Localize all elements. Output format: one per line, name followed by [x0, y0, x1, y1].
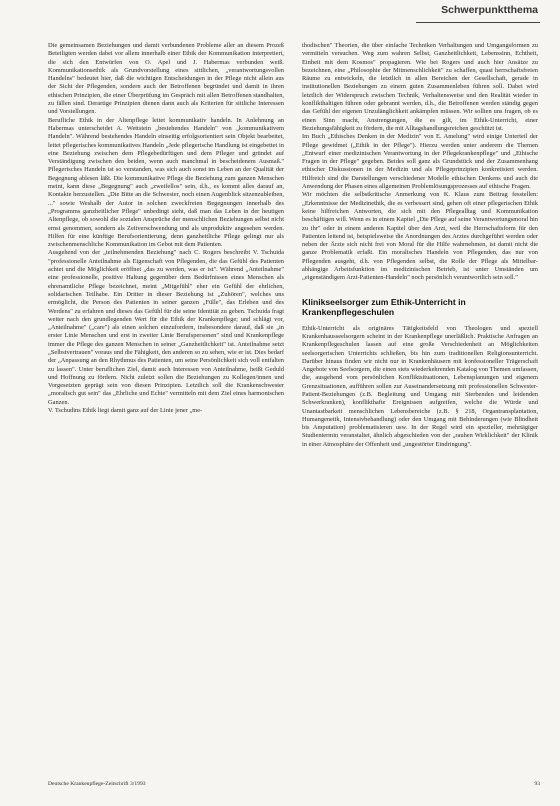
paragraph: Ausgehend von der „teilnehmenden Beziehung" nach C. Rogers beschreibt V. Tschuida "professionelle Anteilnahme als Eigenschaft von Pflegenden, die das Gefühl des Patienten achtet und die Möglichkeit eröffnet „das zu werden, was er ist". Während „Anteilnahme" eine professionelle, positive Haltung gegenüber dem Bedürfnissen eines Menschen als ehrenamtliche Pflege bezeichnet, meint „Mitgefühl" eher ein Gefühl der ehrlichen, solidarischen Teilhabe. Ein Dritter in dieser Beziehung ist „Zuhören", welches uns ermöglicht, die Person des Patienten in seiner ganzen „Fülle", das Erleben und des Werdens" zu erfahren und dieses das Gefühl für die seine Identität zu geben. Tschuida fragt weiter nach den grundlegenden Wert für die Ethik der Krankenpflege; und schlägt vor, „Anteilnahme" („care") als einen solchen einzufordern, insbesondere darauf, daß sie „in erster Linie Menschen und erst in zweiter Linie Berufspersonen" sind und Krankenpflege immer die Pflege des ganzen Menschen in seiner „Ganzheitlichkeit" ist. Anteilnahme setzt „Selbstvertrauen" voraus und die Fähigkeit, den anderen so zu sehen, wie er ist. Dies bedarf der „Anpassung an den Rhythmus des Patienten, um seine Persönlichkeit sich voll entfalten zu lassen". Unter beruflichen Ziel, damit auch Interessen von Anteilnahme, heißt Geduld und Hoffnung zu fördern. Nicht zuletzt sollen die Beziehungen zu Kollegen/innen und Vorgesetzten geprägt sein von diesen Prinzipien. Letztlich soll die Krankenschwester „moralisch gut sein" das „Ehrliche und Echte" vermitteln mit dem Ziel eines harmonischen Ganzen. [48, 249, 284, 406]
paragraph: Die gemeinsamen Beziehungen und damit verbundenen Probleme aller an diesem Prozeß Beteiligten werden dabei vor allem innerhalb einer Ethik der Kommunikation interpretiert, die sich den Entwürfen von O. Apel und J. Habermas verbunden weiß. Kommunikationsethik als Grundvorstellung eines sittlichen, „verantwortungsvollen Handelns" bedeutet hier, daß die wichtigen Entscheidungen in der Pflege nicht allein aus der Sicht der Pflegenden, sondern auch der Betroffenen begründet und damit in ihren ethischen Prinzipien, die einer Überprüfung im Gespräch mit allen Betroffenen standhalten, zu fällen sind. Derartige Prinzipien dienen dann auch als Kriterien für sittliche Interessen und Vorstellungen. [48, 42, 284, 116]
page-number: 93 [534, 781, 540, 787]
left-column [48, 42, 284, 772]
paragraph: Berufliche Ethik in der Altenpflege leitet kommunikativ handeln. In Anlehnung an Habermas unterscheidet A. Wettstein „bestehendes Handeln" von „kommunikativem Handeln". Während bestehendes Handeln einseitig erfolgsorientiert sein Objekt bearbeitet, leitet pflegerisches kommunikatives Handeln „Jede pflegerische Handlung ist eingebettet in eine Beziehung zwischen dem Pflegebedürftigen und dem Pfleger und gründet auf Verständigung zwischen den beiden, wenn auch manchmal in bescheidenem Ausmaß." Pflegerisches Handeln ist so verstanden, was sich auch sonst im Leben an der Qualität der Begegnung ablesen läßt. Die kommunikative Pflege die Beziehung zum ganzen Menschen meint, kann diese „Begegnung" auch „zweifellos" sein, d.h., es kommt alles darauf an, Kontakte herzustellen. „Die Bitte an die Schwester, noch einen Augenblick sitzenzubleiben, ..." sowie Weshalb der Autor in solchen zweckfreien Begegnungen innerhalb des „Programms ganzheitlicher Pflege" unbedingt sieht, daß man das Leben in der heutigen Altenpflege, ob sowohl die sozialen Ansprüche der menschlichen Beziehungen selbst nicht ernst genommen, sondern als Zeitverschwendung und als unproduktiv angesehen werden. Hilfen für eine künftige Berufsorientierung, denn ganzheitliche Pflege gelingt nur als zwischenmenschliche Kommunikation im Gebot mit dem Patienten. [48, 116, 284, 249]
paragraph: V. Tschudins Ethik liegt damit ganz auf der Linie jener „me- [48, 407, 203, 415]
page-footer [48, 780, 540, 792]
right-column [302, 42, 538, 772]
header-rule [416, 22, 540, 35]
article-heading: Klinikseelsorger zum Ethik-Unterricht in Krankenpflegeschulen [302, 296, 466, 317]
paragraph: Im Buch „Ethisches Denken in der Medizin" von E. Amelung" wird einige Unterteil der Pflege gewidmet („Ethik in der Pflege"). Hierzu werden unter anderem die Themen „Entwurf einer medizinischen Verantwortung in der Pflegekrankenpflege" und „Ethische Fragen in der Pflege" gegeben. Beides soll ganz als Grundstück und der Zusammenhang ethischer Diskussionen in der Medizin und als Pflegeprinzipien konkretisiert werden. Hilfreich sind die Darstellungen verschiedener Modelle ethischen Denkens und auch die Anwendung der Phasen eines allgemeinen Problemlösungsprozesses auf ethische Fragen. [302, 133, 538, 191]
section-title: Schwerpunktthema [441, 4, 538, 16]
paragraph: Wir möchten die selbstkritische Anmerkung von K. Klaus zum Beitrag fesstellen: „Erkenntnisse der Medizinethik, die es verbessert sind, gehen oft einer pflegerischen Ethik keine hilfreichen Antworten, die sich mit den Pflegealltag und Kommunikation beschäftigen will. Wenn es in einem Kapitel „Die Pflege auf seine Verantwortungsmoral hin zu ihr" oder in einem anderen Kapitel über den Arzt, weil die Herrschaftsform für den Patienten leitend ist, beispielsweise die Anordnungen des Arztes durchgeführt werden oder neben der Ärzte sich nicht frei von Moral für die Hilfe wahrnehmen, ist damit nicht die ganze Problematik erfaßt. Ein moralisches Handeln von Pflegenden, das nur von Pflegenden ausgeht, d.h. von Pflegenden selbst, die Rolle der Pflege als Mittelbar-abhängige Arbeitsfunktion im medizinischen Betrieb, ist unter Umständen um „eigenständigem Arzt-Patienten-Handeln" noch persönlich verantwortlich sein soll." [302, 191, 538, 282]
journal-citation: Deutsche Krankenpflege-Zeitschrift 3/1993 [48, 781, 146, 787]
paragraph: thodischen" Theorien, die über einfache Techniken Verhaltungen und Umgangsformen zu vermitteln versuchen. Weg zum wahren Selbst, Ganzheitlichkeit, Lebenssinn, Echtheit, Einheit mit dem Kosmos" propagieren. Wie bei Rogers und auch hier Ansätze zu bezeichnen, eine „Philosophie der Mitmenschlichkeit" zu schaffen, quasi herrschaftsfreien Räume zu entwickeln, die letztlich in allen Bereichen der Gesellschaft, gerade in institutionellen Beziehungen zu einem guten Zusammenleben führen soll. Dabei wird letztlich der Widerspruch zwischen Technik, Verhaltensweise und den Realität wieder in konflikthaltigen führen oder gebrannt werden, d.h., die Betroffenen werden ständig gegen das Gefühl der eigenen Unzulänglichkeit ankämpfen müssen. Wir sollten uns fragen, ob es einen Sinn macht, Anstrengungen, die es gilt, im Ethik-Unterricht, einer Beziehungsfähigkeit zu fördern, die mit Alltagshandlungsreichen geschützt ist. [302, 42, 538, 132]
page-header [0, 0, 560, 36]
paragraph: Ethik-Unterricht als originäres Tätigkeitsfeld von Theologen und speziell Krankenhausseelsorgern scheint in der Krankenpflege unerläßlich. Praktische Anfragen an Krankenpflegeschulen lassen auf eine große Verschiedenheit an Möglichkeiten seelsorgerischen Unterrichts schließen, bis hin zum traditionellen Religionsunterricht. Darüber hinaus finden wir nicht nur in Krankenhäusern mit konfessioneller Trägerschaft Angebote von Seelsorgern, die einen stets wiederkehrenden Katalog von Themen umfassen, die, ausgehend vom persönlichen Konfliktsituationen, Lebensplanungen und eigenem Grenzsituationen, aufführen sollen zur Auseinandersetzung mit professionellen Schwester-Patient-Beziehungen (z.B. Begleitung und Umgang mit Sterbenden und leidenden Schwerkranken), konflikthafte Ereignissen aufgreifen, welche die Würde und Unantastbarkeit menschlichen Lebensbereiche (z.B. § 218, Organtransplantation, Humangenetik, Intensivbehandlung) oder den Umgang mit Behinderungen (wie Blindheit bis Amputation) problematisieren usw. In der Regel wird ein spezieller, mehrtägiger Studientermin veranstaltet, ähnlich abgeschieden von der „rauhen Wirklichkeit" der Klinik in einer Atmosphäre der Offenheit und „ungestörter Eindringung". [302, 324, 538, 448]
